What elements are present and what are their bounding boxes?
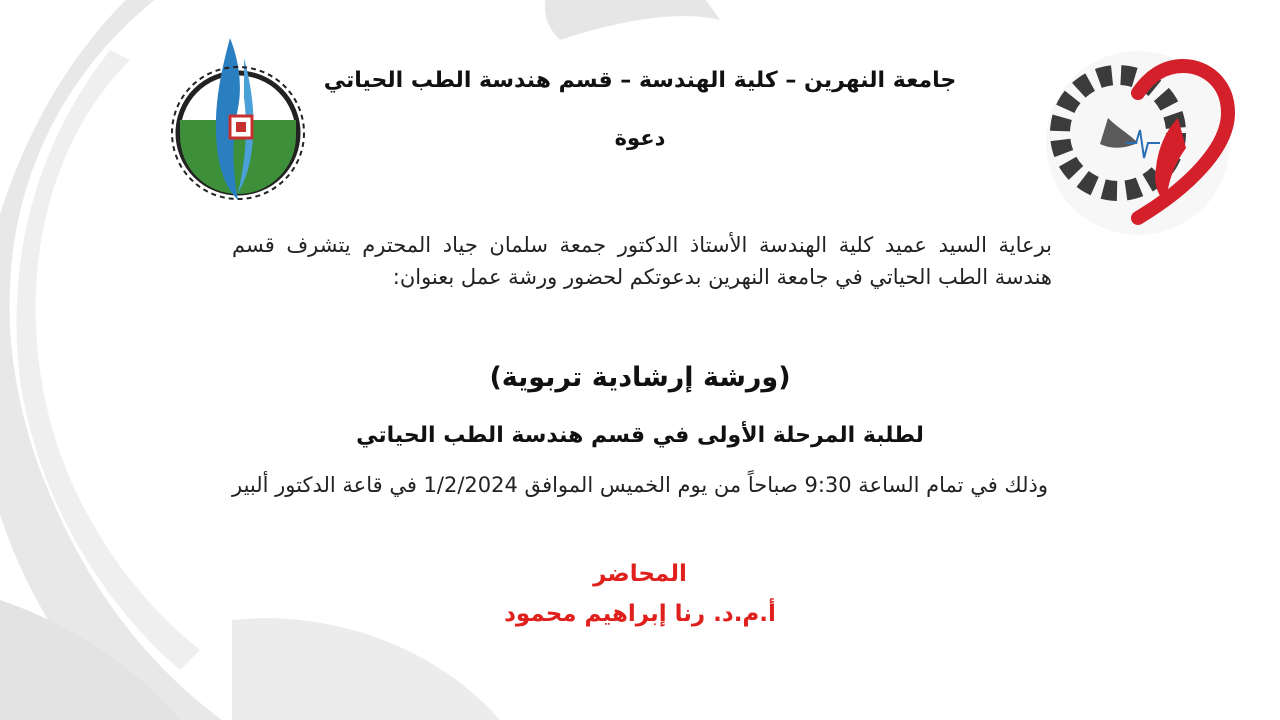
audience-line: لطلبة المرحلة الأولى في قسم هندسة الطب الحياتي [356,423,924,448]
university-header: جامعة النهرين – كلية الهندسة – قسم هندسة الطب الحياتي [323,68,957,93]
sponsorship-paragraph: برعاية السيد عميد كلية الهندسة الأستاذ الدكتور جمعة سلمان جياد المحترم يتشرف قسم هندسة الطب الحياتي في جامعة النهرين بدعوتكم لحضور ورشة عمل بعنوان: [232,233,1052,289]
workshop-title: (ورشة إرشادية تربوية) [489,362,791,393]
invitation-title: دعوة [614,126,666,150]
biomedical-engineering-heart-gear-icon [1038,48,1238,238]
schedule-line: وذلك في تمام الساعة 9:30 صباحاً من يوم الخميس الموافق 1/2/2024 في قاعة الدكتور ألبير [232,473,1048,497]
nahrain-university-emblem-icon [160,28,310,213]
lecturer-name: أ.م.د. رنا إبراهيم محمود [504,601,776,627]
lecturer-label: المحاضر [593,561,687,587]
